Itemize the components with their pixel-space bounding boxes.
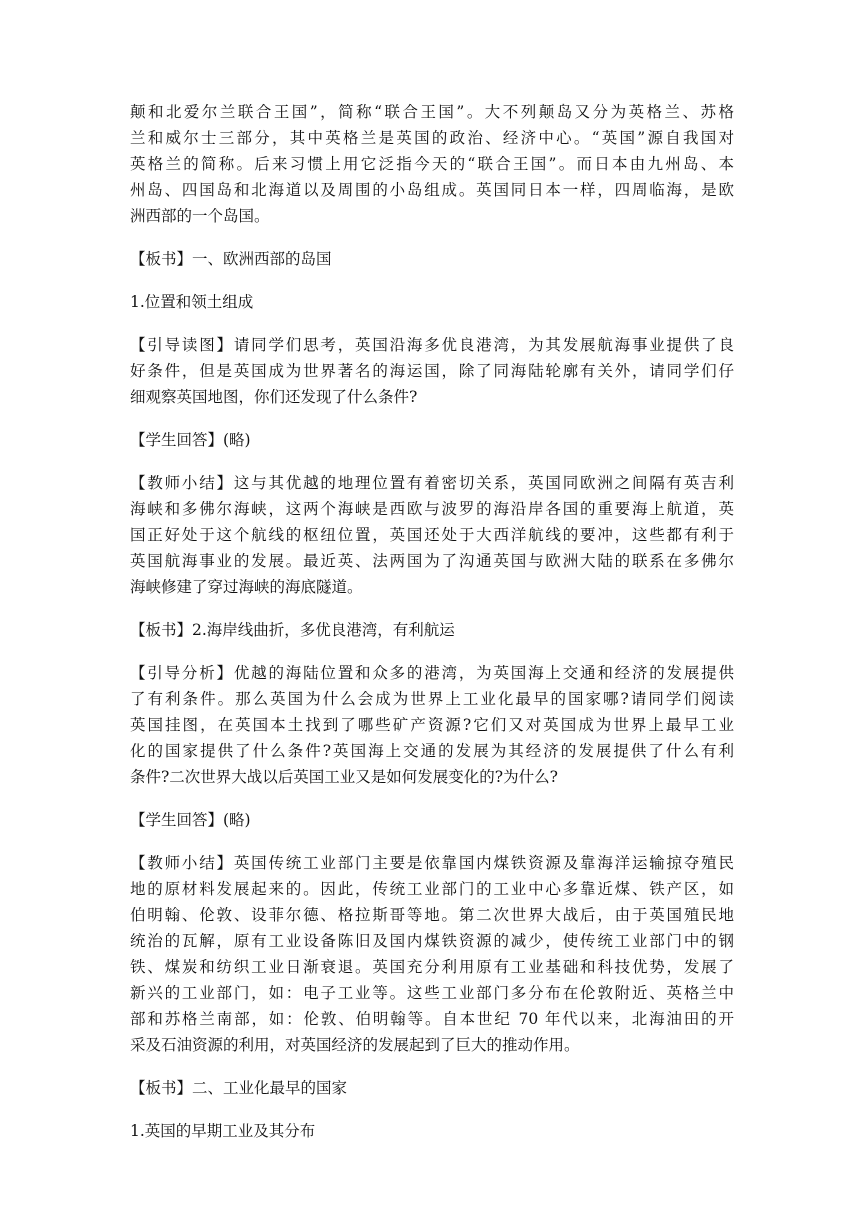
text-line: 地的原材料发展起来的。因此，传统工业部门的工业中心多靠近煤、铁产区，如 (130, 880, 734, 898)
text-line: 海峡和多佛尔海峡，这两个海峡是西欧与波罗的海沿岸各国的重要海上航道，英 (130, 500, 734, 518)
blackboard-heading-2: 【板书】2.海岸线曲折，多优良港湾，有利航运 (130, 621, 455, 639)
text-line: 【引导分析】优越的海陆位置和众多的港湾，为英国海上交通和经济的发展提供 (130, 664, 734, 682)
text-line: 铁、煤炭和纺织工业日渐衰退。英国充分利用原有工业基础和科技优势，发展了 (130, 958, 734, 976)
student-answer-1: 【学生回答】(略) (130, 431, 251, 449)
paragraph-guide-analysis (130, 660, 734, 790)
section-heading-2-1: 1.英国的早期工业及其分布 (130, 1122, 316, 1140)
text-line: 化的国家提供了什么条件?英国海上交通的发展为其经济的发展提供了什么有利 (130, 742, 734, 760)
text-line: 海峡修建了穿过海峡的海底隧道。 (130, 578, 363, 596)
paragraph-guide-map (130, 332, 734, 410)
text-line: 伯明翰、伦敦、设菲尔德、格拉斯哥等地。第二次世界大战后，由于英国殖民地 (130, 906, 734, 924)
document-page (130, 99, 734, 1161)
paragraph-teacher-summary-1 (130, 470, 734, 600)
text-line: 了有利条件。那么英国为什么会成为世界上工业化最早的国家哪?请同学们阅读 (130, 690, 734, 708)
text-line: 英国挂图，在英国本土找到了哪些矿产资源?它们又对英国成为世界上最早工业 (130, 716, 734, 734)
text-line: 英格兰的简称。后来习惯上用它泛指今天的“联合王国”。而日本由九州岛、本 (130, 155, 734, 173)
blackboard-heading-1: 【板书】一、欧洲西部的岛国 (130, 250, 332, 268)
text-line: 州岛、四国岛和北海道以及周围的小岛组成。英国同日本一样，四周临海，是欧 (130, 181, 734, 199)
text-line: 国正好处于这个航线的枢纽位置，英国还处于大西洋航线的要冲，这些都有利于 (130, 526, 734, 544)
text-line: 【引导读图】请同学们思考，英国沿海多优良港湾，为其发展航海事业提供了良 (130, 336, 734, 354)
paragraph-teacher-summary-2 (130, 850, 734, 1058)
text-line: 细观察英国地图，你们还发现了什么条件? (130, 388, 418, 406)
text-line: 新兴的工业部门，如：电子工业等。这些工业部门多分布在伦敦附近、英格兰中 (130, 984, 734, 1002)
text-line: 统治的瓦解，原有工业设备陈旧及国内煤铁资源的减少，使传统工业部门中的钢 (130, 932, 734, 950)
text-line: 部和苏格兰南部，如：伦敦、伯明翰等。自本世纪 70 年代以来，北海油田的开 (130, 1010, 734, 1028)
section-heading-1-1: 1.位置和领土组成 (130, 293, 254, 311)
text-line: 条件?二次世界大战以后英国工业又是如何发展变化的?为什么? (130, 768, 558, 786)
text-line: 兰和威尔士三部分，其中英格兰是英国的政治、经济中心。“英国”源自我国对 (130, 129, 734, 147)
text-line: 采及石油资源的利用，对英国经济的发展起到了巨大的推动作用。 (130, 1036, 580, 1054)
student-answer-2: 【学生回答】(略) (130, 811, 251, 829)
text-line: 【教师小结】英国传统工业部门主要是依靠国内煤铁资源及靠海洋运输掠夺殖民 (130, 854, 734, 872)
text-line: 英国航海事业的发展。最近英、法两国为了沟通英国与欧洲大陆的联系在多佛尔 (130, 552, 734, 570)
blackboard-heading-3: 【板书】二、工业化最早的国家 (130, 1079, 348, 1097)
text-line: 好条件，但是英国成为世界著名的海运国，除了同海陆轮廓有关外，请同学们仔 (130, 362, 734, 380)
text-line: 颠和北爱尔兰联合王国”，简称“联合王国”。大不列颠岛又分为英格兰、苏格 (130, 103, 734, 121)
paragraph-intro (130, 99, 734, 229)
text-line: 洲西部的一个岛国。 (130, 207, 270, 225)
text-line: 【教师小结】这与其优越的地理位置有着密切关系，英国同欧洲之间隔有英吉利 (130, 474, 734, 492)
